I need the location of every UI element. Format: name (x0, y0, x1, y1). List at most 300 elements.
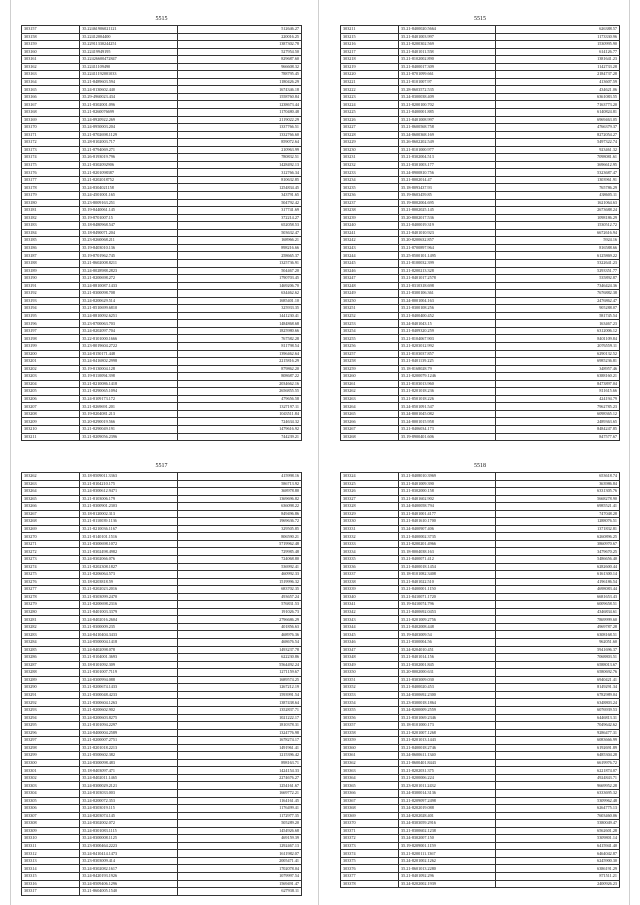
value-cell: 536992.41 (177, 563, 301, 571)
value-cell: 6985236.81 (496, 358, 620, 366)
coordinate-cell: 35.20-8200632.857 (399, 237, 496, 245)
table-row (22, 729, 302, 737)
record-id-cell: 303341 (341, 601, 399, 609)
coordinate-cell: 35.19-8204081.213 (80, 410, 177, 418)
table-row (22, 267, 302, 275)
value-cell: 4196186.54 (496, 578, 620, 586)
coordinate-cell: 35.21-8300106.361 (399, 290, 496, 298)
record-id-cell: 303162 (22, 63, 80, 71)
coordinate-cell: 35.24-8202002.1939 (399, 880, 496, 888)
table-row (341, 782, 620, 790)
record-id-cell: 303374 (341, 850, 399, 858)
value-cell: 7163773.20 (496, 101, 620, 109)
table-row (341, 488, 620, 496)
coordinate-cell: 35.24-8200629.514 (80, 297, 177, 305)
value-cell: 2656855.55 (177, 388, 301, 396)
table-row (341, 320, 620, 328)
value-cell: 1254834.45 (177, 184, 301, 192)
record-id-cell: 303181 (22, 207, 80, 215)
value-cell: 1352837.71 (177, 706, 301, 714)
record-id-cell: 303179 (22, 192, 80, 200)
value-cell: 1327197.11 (177, 403, 301, 411)
value-cell: 1381641.23 (496, 56, 620, 64)
coordinate-cell: 35.21-8210036.1167 (80, 525, 177, 533)
record-id-cell: 303376 (341, 865, 399, 873)
table-row (22, 33, 302, 41)
coordinate-cell: 35.21-8002025.145 (399, 207, 496, 215)
record-id-cell: 303358 (341, 729, 399, 737)
coordinate-cell: 35.23-8700063.703 (80, 320, 177, 328)
value-cell: 879862.20 (177, 365, 301, 373)
table-row (341, 252, 620, 260)
page-number-title: 5518 (474, 463, 486, 469)
value-cell: 5497322.74 (496, 139, 620, 147)
page-edge-left (10, 0, 11, 905)
record-id-cell: 303378 (341, 880, 399, 888)
value-cell: 1324776.98 (177, 729, 301, 737)
records-table (21, 25, 302, 441)
table-row (341, 759, 620, 767)
record-id-cell: 303225 (341, 109, 399, 117)
value-cell: 1164161.45 (177, 797, 301, 805)
value-cell: 6140824.81 (496, 109, 620, 117)
record-id-cell: 303296 (22, 729, 80, 737)
record-id-cell: 303324 (341, 473, 399, 481)
record-id-cell: 303265 (341, 410, 399, 418)
value-cell: 1288076.51 (496, 518, 620, 526)
coordinate-cell: 35.21-8201018.2213 (80, 744, 177, 752)
value-cell: 1215396.42 (177, 752, 301, 760)
table-row (22, 259, 302, 267)
value-cell: 923461.32 (496, 146, 620, 154)
coordinate-cell: 35.21-8401092.296 (399, 872, 496, 880)
record-id-cell: 303195 (22, 312, 80, 320)
table-row (341, 518, 620, 526)
record-id-cell: 303255 (341, 335, 399, 343)
coordinate-cell: 35.21-8401602.902 (399, 495, 496, 503)
coordinate-cell: 35.21-8200698.2316 (80, 601, 177, 609)
coordinate-cell: 35.21-8501018.226 (399, 395, 496, 403)
coordinate-cell: 35.21-8302001.096 (80, 101, 177, 109)
value-cell: 6562601.28 (496, 827, 620, 835)
value-cell: 493657.24 (177, 593, 301, 601)
table-row (22, 548, 302, 556)
record-id-cell: 303370 (341, 820, 399, 828)
value-cell: 6782989.04 (496, 691, 620, 699)
value-cell: 7068803.51 (496, 654, 620, 662)
value-cell: 2076559.11 (496, 342, 620, 350)
table-row (22, 865, 302, 873)
coordinate-cell: 35.21-8408010.3969 (399, 473, 496, 481)
value-cell: 6083666.99 (496, 737, 620, 745)
record-id-cell: 303360 (341, 744, 399, 752)
value-cell: 2476862.47 (496, 297, 620, 305)
coordinate-cell: 35.21-8700897.964 (399, 244, 496, 252)
table-row (341, 752, 620, 760)
value-cell: 744239.21 (177, 433, 301, 441)
record-id-cell: 303201 (22, 358, 80, 366)
table-row (22, 109, 302, 117)
value-cell: 1530995.90 (496, 41, 620, 49)
value-cell: 586713.92 (177, 480, 301, 488)
coordinate-cell: 35.19-8403010.136 (80, 244, 177, 252)
coordinate-cell: 35.22911330244251 (80, 41, 177, 49)
table-row (22, 395, 302, 403)
table-row (341, 184, 620, 192)
table-row (341, 222, 620, 230)
record-id-cell: 303377 (341, 872, 399, 880)
value-cell: 6308168.51 (496, 631, 620, 639)
value-cell: 1678274.17 (177, 737, 301, 745)
record-id-cell: 303244 (341, 252, 399, 260)
coordinate-cell: 35.21-8401011.558 (399, 48, 496, 56)
record-id-cell: 303246 (341, 267, 399, 275)
value-cell: 7603460.06 (496, 812, 620, 820)
coordinate-cell: 35.21-8201018.236 (399, 388, 496, 396)
value-cell: 5719962.48 (177, 540, 301, 548)
record-id-cell: 303233 (341, 169, 399, 177)
value-cell: 6681653.43 (496, 593, 620, 601)
value-cell: 1519996.32 (177, 578, 301, 586)
coordinate-cell: 35.21-8210086.1418 (80, 380, 177, 388)
record-id-cell: 303309 (22, 827, 80, 835)
record-id-cell: 303165 (22, 86, 80, 94)
record-id-cell: 303351 (341, 676, 399, 684)
value-cell: 6260896.25 (496, 533, 620, 541)
table-row (22, 139, 302, 147)
coordinate-cell: 35.21-8209056.2396 (80, 433, 177, 441)
value-cell: 1669772.21 (177, 789, 301, 797)
coordinate-cell: 35.18-8490071.204 (80, 229, 177, 237)
record-id-cell: 303245 (341, 259, 399, 267)
coordinate-cell: 35.21-8401014.156 (399, 654, 496, 662)
value-cell: 2274676.27 (177, 774, 301, 782)
record-id-cell: 303217 (341, 48, 399, 56)
table-row (22, 759, 302, 767)
coordinate-cell: 35.26-8193019.796 (80, 154, 177, 162)
table-row (22, 699, 302, 707)
record-id-cell: 303208 (22, 410, 80, 418)
value-cell: 966608.32 (177, 63, 301, 71)
value-cell: 1674346.18 (177, 86, 301, 94)
record-id-cell: 303164 (22, 78, 80, 86)
coordinate-cell: 35.21-8202023.2016 (80, 586, 177, 594)
value-cell: 1079997.54 (177, 872, 301, 880)
value-cell: 1593991.54 (177, 691, 301, 699)
value-cell: 8272054.27 (496, 131, 620, 139)
table-row (22, 282, 302, 290)
record-id-cell: 303267 (22, 510, 80, 518)
coordinate-cell: 35.23-8300464.2223 (80, 842, 177, 850)
coordinate-cell: 35.21-8202308.1827 (80, 563, 177, 571)
value-cell: 622230.86 (177, 654, 301, 662)
table-row (341, 533, 620, 541)
table-row (341, 312, 620, 320)
table-row (341, 131, 620, 139)
table-row (341, 744, 620, 752)
value-cell: 329505.85 (177, 525, 301, 533)
coordinate-cell: 35.24-8509406.1296 (80, 880, 177, 888)
record-id-cell: 303307 (22, 812, 80, 820)
table-row (341, 214, 620, 222)
value-cell: 847577.67 (496, 433, 620, 441)
record-id-cell: 303163 (22, 71, 80, 79)
coordinate-cell: 35.24-8420193.1926 (80, 872, 177, 880)
table-row (22, 176, 302, 184)
coordinate-cell: 35.24-8300098.483 (80, 759, 177, 767)
table-row (22, 252, 302, 260)
table-row (341, 71, 620, 79)
coordinate-cell: 35.24-8203074.145 (80, 812, 177, 820)
value-cell: 2034662.16 (177, 380, 301, 388)
record-id-cell: 303329 (341, 510, 399, 518)
record-id-cell: 303364 (341, 774, 399, 782)
record-id-cell: 303191 (22, 282, 80, 290)
table-row (341, 26, 620, 34)
table-row (22, 207, 302, 215)
value-cell: 2184737.28 (496, 71, 620, 79)
coordinate-cell: 35.21-8110039.1136 (80, 518, 177, 526)
record-id-cell: 303295 (22, 722, 80, 730)
record-id-cell: 303326 (341, 488, 399, 496)
coordinate-cell: 35.26-8602202.549 (399, 139, 496, 147)
table-row (22, 169, 302, 177)
record-id-cell: 303177 (22, 176, 80, 184)
record-id-cell: 303248 (341, 282, 399, 290)
table-row (341, 699, 620, 707)
value-cell: 5293351.77 (496, 267, 620, 275)
record-id-cell: 303375 (341, 857, 399, 865)
coordinate-cell: 35.24-8302066.076 (80, 556, 177, 564)
coordinate-cell: 35.24-8001015.958 (399, 418, 496, 426)
value-cell: 1825980.66 (177, 327, 301, 335)
table-row (22, 154, 302, 162)
table-row (22, 71, 302, 79)
value-cell: 581745.54 (496, 312, 620, 320)
coordinate-cell: 35.24-8400907.406 (399, 525, 496, 533)
value-cell: 1469206.70 (177, 282, 301, 290)
record-id-cell: 303276 (22, 578, 80, 586)
table-row (22, 48, 302, 56)
value-cell: 1172977.35 (177, 812, 301, 820)
table-row (22, 388, 302, 396)
table-row (341, 608, 620, 616)
table-row (22, 850, 302, 858)
record-id-cell: 303216 (341, 41, 399, 49)
table-row (22, 78, 302, 86)
page-number-title: 5515 (474, 16, 486, 22)
coordinate-cell: 35.21-8400071.412 (399, 556, 496, 564)
coordinate-cell: 35.24-8201002.1262 (399, 857, 496, 865)
coordinate-cell: 35.21-8301003.177 (399, 161, 496, 169)
record-id-cell: 303256 (341, 342, 399, 350)
coordinate-cell: 35.24-8410414.1473 (80, 850, 177, 858)
table-row (341, 124, 620, 132)
value-cell: 780832.51 (177, 154, 301, 162)
coordinate-cell: 35.21-8200006.224 (399, 774, 496, 782)
table-row (22, 495, 302, 503)
coordinate-cell: 35.24-8402016.2604 (80, 616, 177, 624)
value-cell: 258665.37 (177, 252, 301, 260)
coordinate-cell: 35.21-8202031.375 (399, 767, 496, 775)
coordinate-cell: 35.21-8601013.2280 (399, 865, 496, 873)
value-cell: 1371832.81 (496, 525, 620, 533)
value-cell: 1173330.96 (496, 33, 620, 41)
value-cell: 415998.16 (177, 473, 301, 481)
value-cell: 6264775.13 (496, 805, 620, 813)
coordinate-cell: 35.21-8200302.569 (399, 41, 496, 49)
record-id-cell: 303365 (341, 782, 399, 790)
value-cell: 6161300.14 (496, 571, 620, 579)
table-row (22, 744, 302, 752)
value-cell: 363986.84 (496, 480, 620, 488)
value-cell: 8401109.84 (496, 335, 620, 343)
record-id-cell: 303257 (341, 350, 399, 358)
coordinate-cell: 35.21-8103037.857 (399, 350, 496, 358)
value-cell: 1387438.64 (177, 699, 301, 707)
table-row (22, 820, 302, 828)
coordinate-cell: 35.18-8004038.163 (399, 548, 496, 556)
coordinate-cell: 35.21-8002014.47 (399, 176, 496, 184)
table-row (22, 425, 302, 433)
value-cell: 636098.22 (177, 503, 301, 511)
record-id-cell: 303193 (22, 297, 80, 305)
value-cell: 6312006.12 (496, 327, 620, 335)
record-id-cell: 303210 (22, 425, 80, 433)
table-row (341, 199, 620, 207)
records-table (340, 25, 620, 441)
record-id-cell: 303158 (22, 33, 80, 41)
coordinate-cell: 35.21-8300009.235 (80, 623, 177, 631)
value-cell: 527954.50 (177, 48, 301, 56)
table-row (22, 631, 302, 639)
value-cell: 1454926.68 (177, 827, 301, 835)
value-cell: 1254161.67 (177, 782, 301, 790)
table-row (22, 518, 302, 526)
value-cell: 683702.35 (177, 586, 301, 594)
value-cell: 810632.85 (177, 176, 301, 184)
coordinate-cell: 35.24-8810092.6251 (80, 312, 177, 320)
record-id-cell: 303249 (341, 290, 399, 298)
table-row (341, 639, 620, 647)
coordinate-cell: 35.24-8300612.9471 (80, 488, 177, 496)
coordinate-cell: 35.24-8028988.2823 (80, 267, 177, 275)
value-cell: 1142733.28 (496, 63, 620, 71)
value-cell: 1569491.47 (177, 880, 301, 888)
coordinate-cell: 35.24-8402011.1465 (80, 774, 177, 782)
value-cell: 1271159.67 (177, 669, 301, 677)
coordinate-cell: 35.25-8500101.1495 (399, 252, 496, 260)
value-cell: 5941696.37 (496, 646, 620, 654)
coordinate-cell: 35.21-8400400.452 (399, 312, 496, 320)
record-id-cell: 303202 (22, 365, 80, 373)
coordinate-cell: 35.22461906021121 (80, 26, 177, 34)
record-id-cell: 303198 (22, 335, 80, 343)
record-id-cell: 303226 (341, 116, 399, 124)
coordinate-cell: 35.21-8400692.0453 (399, 608, 496, 616)
value-cell: 312766.34 (177, 169, 301, 177)
table-row (22, 563, 302, 571)
coordinate-cell: 35.18-8101082.3408 (399, 571, 496, 579)
value-cell: 1176499.41 (177, 805, 301, 813)
value-cell: 535892.87 (496, 275, 620, 283)
coordinate-cell: 35.21-8401022.510 (399, 578, 496, 586)
record-id-cell: 303200 (22, 350, 80, 358)
record-id-cell: 303345 (341, 631, 399, 639)
coordinate-cell: 35.21-8300602.1238 (399, 827, 496, 835)
table-row (341, 335, 620, 343)
value-cell: 1337766.51 (177, 124, 301, 132)
value-cell: 503632.47 (177, 229, 301, 237)
record-id-cell: 303170 (22, 124, 80, 132)
value-cell: 460992.33 (177, 571, 301, 579)
coordinate-cell: 35.21-8300604.1263 (80, 699, 177, 707)
value-cell: 7098081.61 (496, 154, 620, 162)
record-id-cell: 303229 (341, 139, 399, 147)
record-id-cell: 303224 (341, 101, 399, 109)
value-cell: 627938.11 (177, 888, 301, 896)
table-row (341, 33, 620, 41)
value-cell: 2215816.29 (177, 358, 301, 366)
table-row (341, 835, 620, 843)
table-row (22, 124, 302, 132)
record-id-cell: 303292 (22, 699, 80, 707)
coordinate-cell: 35.21-8310318.698 (399, 282, 496, 290)
record-id-cell: 303180 (22, 199, 80, 207)
coordinate-cell: 35.19-8440061.145 (80, 207, 177, 215)
coordinate-cell: 35.22-8101000.1666 (80, 335, 177, 343)
table-row (22, 199, 302, 207)
record-id-cell: 303271 (22, 540, 80, 548)
record-id-cell: 303325 (341, 480, 399, 488)
table-row (22, 403, 302, 411)
table-row (341, 169, 620, 177)
table-row (22, 86, 302, 94)
record-id-cell: 303333 (341, 540, 399, 548)
coordinate-cell: 35.21-8401010.923 (399, 229, 496, 237)
table-row (22, 56, 302, 64)
value-cell: 372214.27 (177, 214, 301, 222)
value-cell: 829687.60 (177, 56, 301, 64)
value-cell: 767582.28 (177, 335, 301, 343)
value-cell: 6388160.21 (496, 373, 620, 381)
value-cell: 859072.64 (177, 139, 301, 147)
coordinate-cell: 35.28-8102003.717 (80, 139, 177, 147)
table-row (22, 827, 302, 835)
coordinate-cell: 35.21-8200079.1246 (399, 373, 496, 381)
value-cell: 6619976.72 (496, 759, 620, 767)
value-cell: 1180426.29 (177, 78, 301, 86)
record-id-cell: 303190 (22, 275, 80, 283)
table-row (22, 41, 302, 49)
value-cell: 1685401.10 (177, 297, 301, 305)
coordinate-cell: 35.24-8001004.163 (399, 297, 496, 305)
table-row (22, 842, 302, 850)
table-row (22, 410, 302, 418)
table-row (22, 805, 302, 813)
coordinate-cell: 35.18-8403097.471 (80, 767, 177, 775)
coordinate-cell: 35.21-8140101.1516 (80, 533, 177, 541)
record-id-cell: 303349 (341, 661, 399, 669)
coordinate-cell: 35.21-8104067.903 (399, 335, 496, 343)
table-row (341, 480, 620, 488)
value-cell: 6361083.55 (496, 93, 620, 101)
table-row (341, 714, 620, 722)
coordinate-cell: 35.21-8402008.448 (399, 623, 496, 631)
coordinate-cell: 35.21-8401139.225 (399, 358, 496, 366)
coordinate-cell: 35.21-8600401.8443 (399, 759, 496, 767)
record-id-cell: 303207 (22, 403, 80, 411)
